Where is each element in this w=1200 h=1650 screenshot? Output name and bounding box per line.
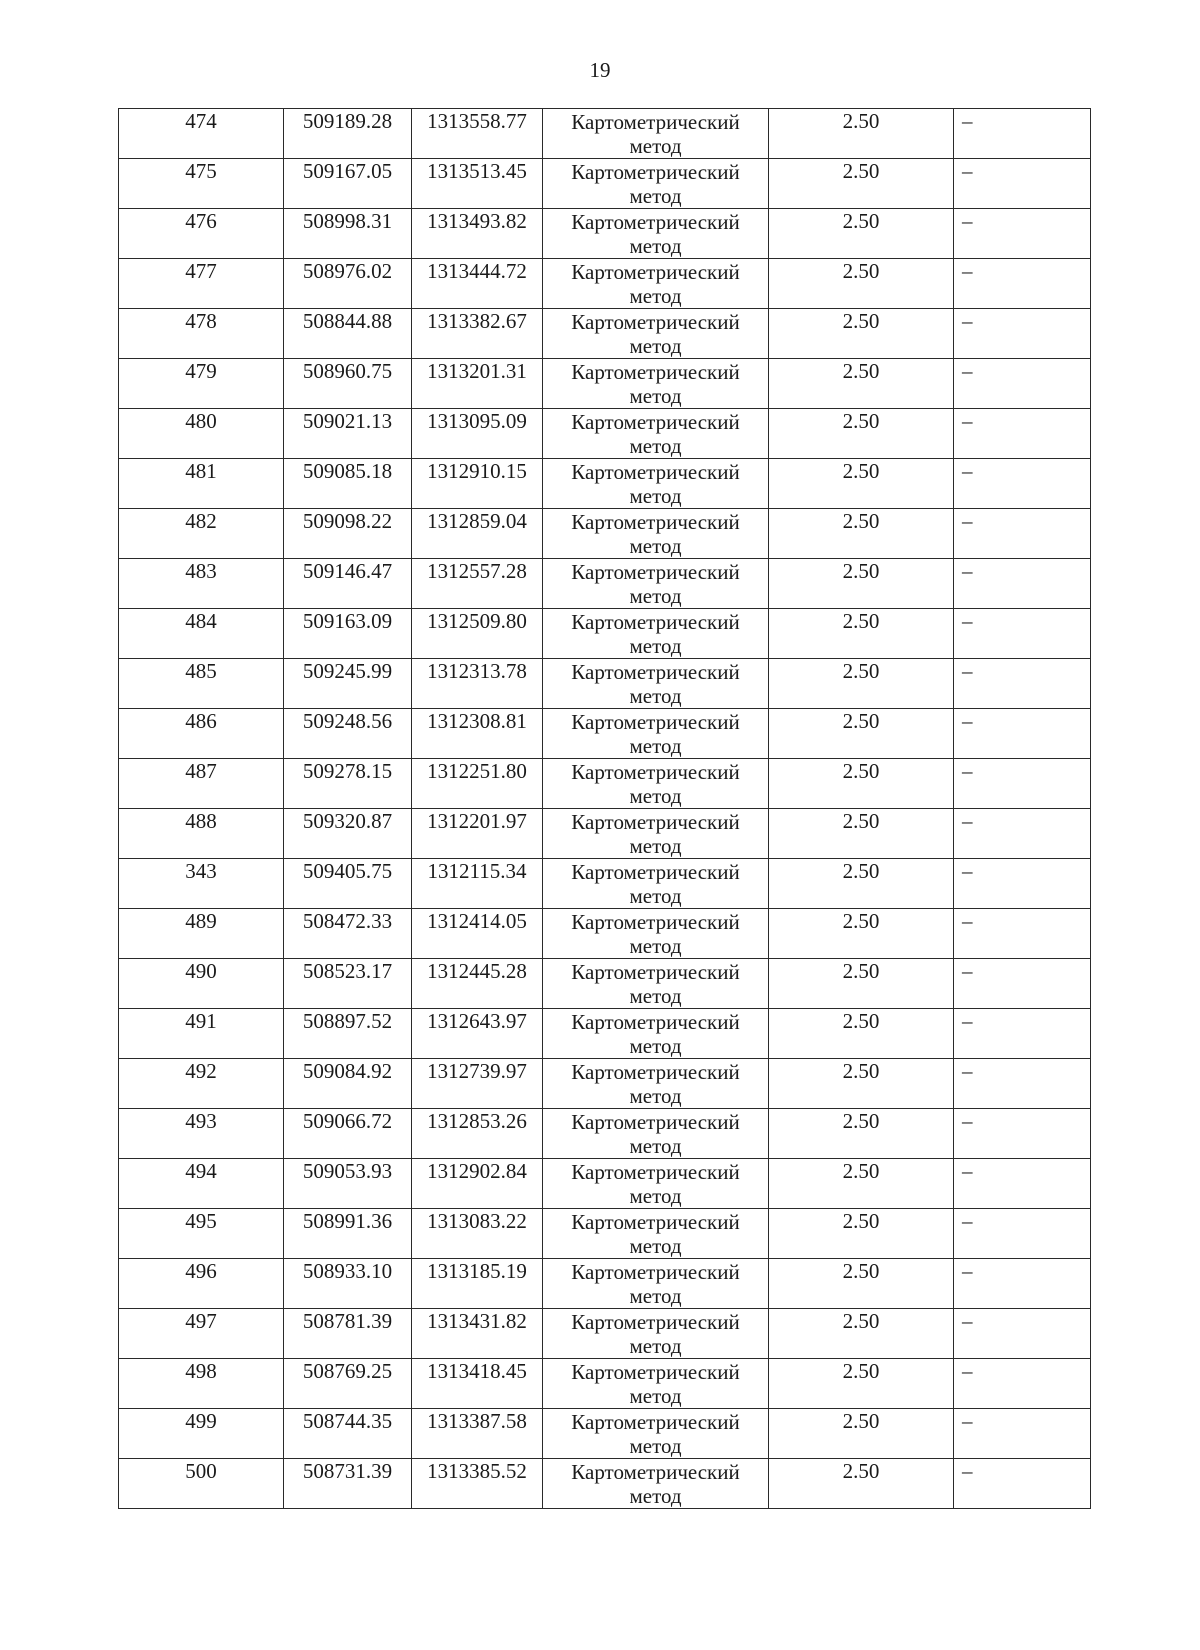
method-cell — [543, 159, 769, 209]
method-cell — [543, 609, 769, 659]
method-line-2: метод — [629, 134, 682, 158]
description-cell: – — [954, 159, 1091, 209]
method-line-1: Картометрический — [571, 760, 740, 784]
method-cell — [543, 309, 769, 359]
x-coordinate-cell: 509098.22 — [284, 509, 412, 559]
method-cell — [543, 209, 769, 259]
method-line-2: метод — [629, 1034, 682, 1058]
method-line-1: Картометрический — [571, 960, 740, 984]
table-row — [119, 1209, 1091, 1259]
x-coordinate-cell: 508998.31 — [284, 209, 412, 259]
method-cell — [543, 709, 769, 759]
method-line-2: метод — [629, 1134, 682, 1158]
method-line-2: метод — [629, 1334, 682, 1358]
method-line-1: Картометрический — [571, 560, 740, 584]
y-coordinate-cell: 1312859.04 — [412, 509, 543, 559]
x-coordinate-cell: 509066.72 — [284, 1109, 412, 1159]
accuracy-cell: 2.50 — [769, 1059, 954, 1109]
point-number-cell: 479 — [119, 359, 284, 409]
table-row — [119, 559, 1091, 609]
method-line-1: Картометрический — [571, 1010, 740, 1034]
x-coordinate-cell: 508523.17 — [284, 959, 412, 1009]
method-cell — [543, 359, 769, 409]
method-line-2: метод — [629, 934, 682, 958]
table-row — [119, 909, 1091, 959]
table-row — [119, 959, 1091, 1009]
x-coordinate-cell: 508781.39 — [284, 1309, 412, 1359]
table-row — [119, 659, 1091, 709]
point-number-cell: 484 — [119, 609, 284, 659]
table-row — [119, 1409, 1091, 1459]
point-number-cell: 495 — [119, 1209, 284, 1259]
point-number-cell: 475 — [119, 159, 284, 209]
method-cell — [543, 509, 769, 559]
method-line-2: метод — [629, 1434, 682, 1458]
table-row — [119, 1009, 1091, 1059]
y-coordinate-cell: 1313513.45 — [412, 159, 543, 209]
y-coordinate-cell: 1313431.82 — [412, 1309, 543, 1359]
y-coordinate-cell: 1312557.28 — [412, 559, 543, 609]
point-number-cell: 480 — [119, 409, 284, 459]
point-number-cell: 496 — [119, 1259, 284, 1309]
method-cell — [543, 1409, 769, 1459]
accuracy-cell: 2.50 — [769, 309, 954, 359]
method-cell — [543, 809, 769, 859]
y-coordinate-cell: 1312313.78 — [412, 659, 543, 709]
table-row — [119, 459, 1091, 509]
y-coordinate-cell: 1312739.97 — [412, 1059, 543, 1109]
point-number-cell: 481 — [119, 459, 284, 509]
description-cell: – — [954, 1309, 1091, 1359]
point-number-cell: 487 — [119, 759, 284, 809]
method-line-2: метод — [629, 734, 682, 758]
table-row — [119, 159, 1091, 209]
accuracy-cell: 2.50 — [769, 459, 954, 509]
description-cell: – — [954, 1059, 1091, 1109]
x-coordinate-cell: 508933.10 — [284, 1259, 412, 1309]
method-line-2: метод — [629, 334, 682, 358]
method-line-1: Картометрический — [571, 310, 740, 334]
table-row — [119, 359, 1091, 409]
y-coordinate-cell: 1312853.26 — [412, 1109, 543, 1159]
page-number: 19 — [589, 58, 611, 82]
method-line-1: Картометрический — [571, 1360, 740, 1384]
x-coordinate-cell: 508731.39 — [284, 1459, 412, 1509]
y-coordinate-cell: 1312910.15 — [412, 459, 543, 509]
accuracy-cell: 2.50 — [769, 1209, 954, 1259]
method-cell — [543, 409, 769, 459]
method-line-2: метод — [629, 634, 682, 658]
x-coordinate-cell: 508976.02 — [284, 259, 412, 309]
method-line-2: метод — [629, 284, 682, 308]
x-coordinate-cell: 508744.35 — [284, 1409, 412, 1459]
table-row — [119, 1059, 1091, 1109]
description-cell: – — [954, 1259, 1091, 1309]
accuracy-cell: 2.50 — [769, 259, 954, 309]
description-cell: – — [954, 1159, 1091, 1209]
method-line-2: метод — [629, 884, 682, 908]
accuracy-cell: 2.50 — [769, 1259, 954, 1309]
accuracy-cell: 2.50 — [769, 709, 954, 759]
point-number-cell: 489 — [119, 909, 284, 959]
method-line-1: Картометрический — [571, 460, 740, 484]
x-coordinate-cell: 509021.13 — [284, 409, 412, 459]
x-coordinate-cell: 508472.33 — [284, 909, 412, 959]
method-line-2: метод — [629, 534, 682, 558]
point-number-cell: 486 — [119, 709, 284, 759]
table-row — [119, 859, 1091, 909]
point-number-cell: 474 — [119, 109, 284, 159]
method-cell — [543, 859, 769, 909]
x-coordinate-cell: 508991.36 — [284, 1209, 412, 1259]
method-line-1: Картометрический — [571, 1160, 740, 1184]
point-number-cell: 497 — [119, 1309, 284, 1359]
table-row — [119, 109, 1091, 159]
accuracy-cell: 2.50 — [769, 559, 954, 609]
point-number-cell: 490 — [119, 959, 284, 1009]
y-coordinate-cell: 1313201.31 — [412, 359, 543, 409]
table-row — [119, 1159, 1091, 1209]
description-cell: – — [954, 209, 1091, 259]
table-row — [119, 759, 1091, 809]
table-row — [119, 209, 1091, 259]
point-number-cell: 499 — [119, 1409, 284, 1459]
accuracy-cell: 2.50 — [769, 509, 954, 559]
x-coordinate-cell: 509278.15 — [284, 759, 412, 809]
method-cell — [543, 1209, 769, 1259]
accuracy-cell: 2.50 — [769, 1009, 954, 1059]
accuracy-cell: 2.50 — [769, 1409, 954, 1459]
point-number-cell: 482 — [119, 509, 284, 559]
description-cell: – — [954, 859, 1091, 909]
x-coordinate-cell: 509053.93 — [284, 1159, 412, 1209]
method-line-2: метод — [629, 1384, 682, 1408]
y-coordinate-cell: 1312414.05 — [412, 909, 543, 959]
method-line-2: метод — [629, 1484, 682, 1508]
y-coordinate-cell: 1312251.80 — [412, 759, 543, 809]
method-line-1: Картометрический — [571, 860, 740, 884]
description-cell: – — [954, 309, 1091, 359]
method-cell — [543, 259, 769, 309]
method-line-2: метод — [629, 834, 682, 858]
method-cell — [543, 909, 769, 959]
table-row — [119, 509, 1091, 559]
table-row — [119, 409, 1091, 459]
table-row — [119, 1359, 1091, 1409]
method-cell — [543, 1309, 769, 1359]
method-cell — [543, 1359, 769, 1409]
method-line-1: Картометрический — [571, 260, 740, 284]
x-coordinate-cell: 509163.09 — [284, 609, 412, 659]
accuracy-cell: 2.50 — [769, 159, 954, 209]
description-cell: – — [954, 1459, 1091, 1509]
method-cell — [543, 659, 769, 709]
method-line-2: метод — [629, 384, 682, 408]
description-cell: – — [954, 409, 1091, 459]
method-line-1: Картометрический — [571, 1460, 740, 1484]
y-coordinate-cell: 1313185.19 — [412, 1259, 543, 1309]
method-line-2: метод — [629, 1284, 682, 1308]
method-line-1: Картометрический — [571, 110, 740, 134]
y-coordinate-cell: 1313558.77 — [412, 109, 543, 159]
accuracy-cell: 2.50 — [769, 859, 954, 909]
point-number-cell: 494 — [119, 1159, 284, 1209]
y-coordinate-cell: 1313385.52 — [412, 1459, 543, 1509]
accuracy-cell: 2.50 — [769, 759, 954, 809]
table-row — [119, 709, 1091, 759]
y-coordinate-cell: 1312115.34 — [412, 859, 543, 909]
method-line-1: Картометрический — [571, 660, 740, 684]
method-line-2: метод — [629, 484, 682, 508]
method-line-2: метод — [629, 434, 682, 458]
point-number-cell: 476 — [119, 209, 284, 259]
accuracy-cell: 2.50 — [769, 1159, 954, 1209]
method-line-2: метод — [629, 984, 682, 1008]
method-line-1: Картометрический — [571, 910, 740, 934]
accuracy-cell: 2.50 — [769, 659, 954, 709]
x-coordinate-cell: 508844.88 — [284, 309, 412, 359]
description-cell: – — [954, 1009, 1091, 1059]
method-cell — [543, 1009, 769, 1059]
accuracy-cell: 2.50 — [769, 959, 954, 1009]
x-coordinate-cell: 509320.87 — [284, 809, 412, 859]
description-cell: – — [954, 1359, 1091, 1409]
description-cell: – — [954, 509, 1091, 559]
accuracy-cell: 2.50 — [769, 1459, 954, 1509]
y-coordinate-cell: 1313387.58 — [412, 1409, 543, 1459]
method-line-2: метод — [629, 1184, 682, 1208]
method-line-1: Картометрический — [571, 1260, 740, 1284]
x-coordinate-cell: 509245.99 — [284, 659, 412, 709]
description-cell: – — [954, 459, 1091, 509]
description-cell: – — [954, 759, 1091, 809]
x-coordinate-cell: 509085.18 — [284, 459, 412, 509]
table-row — [119, 609, 1091, 659]
description-cell: – — [954, 559, 1091, 609]
coordinates-table — [118, 108, 1091, 1509]
method-line-1: Картометрический — [571, 1060, 740, 1084]
y-coordinate-cell: 1313444.72 — [412, 259, 543, 309]
accuracy-cell: 2.50 — [769, 809, 954, 859]
point-number-cell: 343 — [119, 859, 284, 909]
method-cell — [543, 559, 769, 609]
y-coordinate-cell: 1312902.84 — [412, 1159, 543, 1209]
table-row — [119, 1459, 1091, 1509]
method-cell — [543, 959, 769, 1009]
method-cell — [543, 759, 769, 809]
description-cell: – — [954, 1409, 1091, 1459]
method-line-1: Картометрический — [571, 1410, 740, 1434]
method-line-2: метод — [629, 584, 682, 608]
y-coordinate-cell: 1313095.09 — [412, 409, 543, 459]
point-number-cell: 498 — [119, 1359, 284, 1409]
x-coordinate-cell: 508897.52 — [284, 1009, 412, 1059]
accuracy-cell: 2.50 — [769, 609, 954, 659]
method-line-2: метод — [629, 684, 682, 708]
method-line-1: Картометрический — [571, 810, 740, 834]
method-line-2: метод — [629, 234, 682, 258]
description-cell: – — [954, 259, 1091, 309]
description-cell: – — [954, 809, 1091, 859]
method-line-1: Картометрический — [571, 1110, 740, 1134]
point-number-cell: 485 — [119, 659, 284, 709]
accuracy-cell: 2.50 — [769, 1109, 954, 1159]
x-coordinate-cell: 509146.47 — [284, 559, 412, 609]
method-line-2: метод — [629, 1084, 682, 1108]
coordinates-table-body — [119, 109, 1091, 1509]
table-row — [119, 809, 1091, 859]
method-line-1: Картометрический — [571, 160, 740, 184]
method-cell — [543, 459, 769, 509]
method-line-1: Картометрический — [571, 510, 740, 534]
point-number-cell: 477 — [119, 259, 284, 309]
description-cell: – — [954, 609, 1091, 659]
table-row — [119, 1309, 1091, 1359]
point-number-cell: 491 — [119, 1009, 284, 1059]
point-number-cell: 488 — [119, 809, 284, 859]
x-coordinate-cell: 509167.05 — [284, 159, 412, 209]
description-cell: – — [954, 359, 1091, 409]
x-coordinate-cell: 509189.28 — [284, 109, 412, 159]
point-number-cell: 492 — [119, 1059, 284, 1109]
accuracy-cell: 2.50 — [769, 1359, 954, 1409]
description-cell: – — [954, 659, 1091, 709]
table-row — [119, 309, 1091, 359]
y-coordinate-cell: 1313083.22 — [412, 1209, 543, 1259]
table-row — [119, 259, 1091, 309]
method-line-1: Картометрический — [571, 410, 740, 434]
y-coordinate-cell: 1312308.81 — [412, 709, 543, 759]
x-coordinate-cell: 508960.75 — [284, 359, 412, 409]
method-cell — [543, 1109, 769, 1159]
point-number-cell: 483 — [119, 559, 284, 609]
method-cell — [543, 1059, 769, 1109]
method-line-1: Картометрический — [571, 710, 740, 734]
method-cell — [543, 1159, 769, 1209]
method-line-1: Картометрический — [571, 1310, 740, 1334]
method-line-1: Картометрический — [571, 360, 740, 384]
y-coordinate-cell: 1312643.97 — [412, 1009, 543, 1059]
description-cell: – — [954, 1209, 1091, 1259]
y-coordinate-cell: 1313418.45 — [412, 1359, 543, 1409]
y-coordinate-cell: 1312509.80 — [412, 609, 543, 659]
method-cell — [543, 109, 769, 159]
x-coordinate-cell: 509405.75 — [284, 859, 412, 909]
method-line-2: метод — [629, 184, 682, 208]
accuracy-cell: 2.50 — [769, 909, 954, 959]
accuracy-cell: 2.50 — [769, 409, 954, 459]
description-cell: – — [954, 709, 1091, 759]
method-line-1: Картометрический — [571, 210, 740, 234]
method-line-2: метод — [629, 784, 682, 808]
table-row — [119, 1259, 1091, 1309]
y-coordinate-cell: 1313493.82 — [412, 209, 543, 259]
description-cell: – — [954, 109, 1091, 159]
method-line-1: Картометрический — [571, 1210, 740, 1234]
method-line-1: Картометрический — [571, 610, 740, 634]
table-row — [119, 1109, 1091, 1159]
y-coordinate-cell: 1313382.67 — [412, 309, 543, 359]
method-cell — [543, 1459, 769, 1509]
description-cell: – — [954, 1109, 1091, 1159]
y-coordinate-cell: 1312445.28 — [412, 959, 543, 1009]
description-cell: – — [954, 909, 1091, 959]
x-coordinate-cell: 508769.25 — [284, 1359, 412, 1409]
accuracy-cell: 2.50 — [769, 359, 954, 409]
accuracy-cell: 2.50 — [769, 209, 954, 259]
point-number-cell: 478 — [119, 309, 284, 359]
y-coordinate-cell: 1312201.97 — [412, 809, 543, 859]
x-coordinate-cell: 509084.92 — [284, 1059, 412, 1109]
point-number-cell: 493 — [119, 1109, 284, 1159]
method-line-2: метод — [629, 1234, 682, 1258]
x-coordinate-cell: 509248.56 — [284, 709, 412, 759]
accuracy-cell: 2.50 — [769, 109, 954, 159]
method-cell — [543, 1259, 769, 1309]
point-number-cell: 500 — [119, 1459, 284, 1509]
accuracy-cell: 2.50 — [769, 1309, 954, 1359]
description-cell: – — [954, 959, 1091, 1009]
